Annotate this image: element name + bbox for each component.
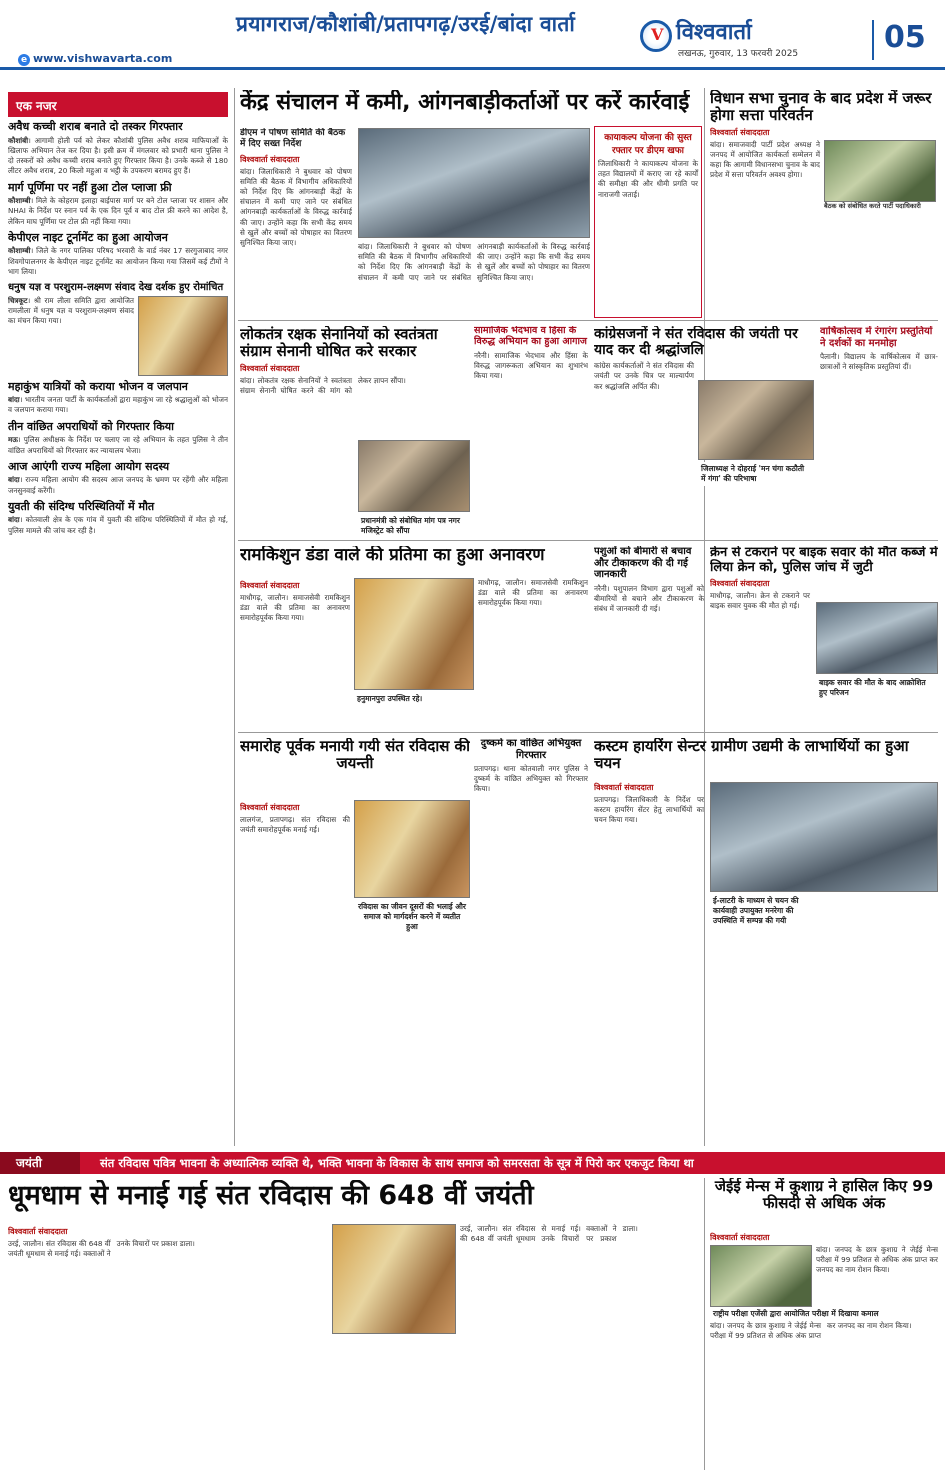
byline: विश्ववार्ता संवाददाता <box>8 1227 68 1236</box>
satta-caption: बैठक को संबोधित करते पार्टी पदाधिकारी <box>824 201 921 210</box>
satta-headline: विधान सभा चुनाव के बाद प्रदेश में जरूर होगा सत्ता परिवर्तन <box>710 90 932 125</box>
custom-hiring-headline: कस्टम हायरिंग सेन्टर ग्रामीण उद्यमी के लाभार्थियों का हुआ चयन <box>594 738 909 773</box>
pashu-text: नरैनी। पशुपालन विभाग द्वारा पशुओं को बीमारियों से बचाने और टीकाकरण के संबंध में जानकारी दी गई। <box>594 583 704 613</box>
ramkishun-caption: हनुमानपुरा उपस्थित रहे। <box>354 692 474 706</box>
brief-item: केपीएल नाइट टूर्नामेंट का हुआ आयोजन कौशाम्बी। जिले के नगर पालिका परिषद भरवारी के वार्ड नंबर 17 सरगुजाबाद नगर शिवगोपालनगर के केपीएल नाइट टूर्नामेंट का आयोजन किया गया जिसमें कई टीमों ने भाग लिया। <box>8 230 228 276</box>
kayakalp-box <box>594 126 702 318</box>
brief-item: आज आएंगी राज्य महिला आयोग सदस्य बांदा। राज्य महिला आयोग की सदस्य आज जनपद के भ्रमण पर रहेंगी और महिला जनसुनवाई करेंगी। <box>8 459 228 495</box>
page-number: 05 <box>872 20 932 60</box>
brief-item: अवैध कच्ची शराब बनाते दो तस्कर गिरफ्तार कौशांबी। आगामी होली पर्व को लेकर कौशांबी पुलिस अवैध शराब माफियाओं के खिलाफ अभियान तेज कर दिया है। इसी क्रम में मंगलवार को प्रभारी थाना पुलिस ने दो तस्करों को अवैध कच्ची शराब बनाते हुए गिरफ्तार किया है। उनके कब्जे से 180 लीटर अवैध शराब, 20 किलो महुआ व भट्ठी के उपकरण बरामद हुए हैं। <box>8 120 228 176</box>
edition-title: प्रयागराज/कौशांबी/प्रतापगढ़/उरई/बांदा वार्ता <box>236 12 576 36</box>
congress-text: कांग्रेस कार्यकर्ताओं ने संत रविदास की जयंती पर उनके चित्र पर माल्यार्पण कर श्रद्धांजलि अर्पित की। <box>594 361 694 391</box>
top-story-headline-box <box>240 90 700 122</box>
ramkishun-headline: रामकिशुन डंडा वाले की प्रतिमा का हुआ अनावरण <box>240 546 545 565</box>
column-divider <box>234 88 235 1146</box>
brief-item: धनुष यज्ञ व परशुराम-लक्ष्मण संवाद देख दर्शक हुए रोमांचित चित्रकूट। श्री राम लीला समिति द्वारा आयोजित रामलीला में धनुष यज्ञ व परशुराम-लक्ष्मण संवाद का मंचन किया गया। <box>8 282 228 376</box>
top-story-subhead: डीएम ने पोषण समिति की बैठक में दिए सख्त निर्देश <box>240 128 346 149</box>
site-url-text[interactable]: www.vishwavarta.com <box>33 52 173 65</box>
brief-headline: महाकुंभ यात्रियों को कराया भोजन व जलपान <box>8 379 188 393</box>
social-headline: सामाजिक भेदभाव व हिंसा के विरुद्ध अभियान का हुआ आगाज <box>474 326 587 347</box>
jayanti-band-text: संत रविदास पवित्र भावना के अध्यात्मिक व्यक्ति थे, भक्ति भावना के विकास के साथ समाज को समरसता के सूत्र में पिरो कर एकजुट किया था <box>100 1156 694 1170</box>
jayanti-tag: जयंती <box>0 1152 80 1174</box>
brief-lead: चित्रकूट <box>8 295 28 305</box>
brief-text: राज्य महिला आयोग की सदस्य आज जनपद के भ्रमण पर रहेंगी और महिला जनसुनवाई करेंगी। <box>8 475 228 495</box>
brief-headline: धनुष यज्ञ व परशुराम-लक्ष्मण संवाद देख दर्शक हुए रोमांचित <box>8 282 224 294</box>
custom-hiring-headline-box <box>594 738 938 778</box>
top-story-headline: केंद्र संचालन में कमी, आंगनबाड़ीकर्ताओं पर करें कार्रवाई <box>240 90 690 115</box>
brief-text: जिले के नगर पालिका परिषद भरवारी के वार्ड नंबर 17 सरगुजाबाद नगर शिवगोपालनगर के केपीएल नाइट टूर्नामेंट का आयोजन किया गया जिसमें कई टीमों ने भाग लिया। <box>8 246 228 276</box>
samaroh-text: लालगंज, प्रतापगढ़। संत रविदास की जयंती समारोहपूर्वक मनाई गई। <box>240 815 350 835</box>
brief-text: भारतीय जनता पार्टी के कार्यकर्ताओं द्वारा महाकुंभ जा रहे श्रद्धालुओं को भोजन व जलपान कराया गया। <box>8 395 228 415</box>
jayanti-headline-box <box>8 1180 698 1220</box>
jee-continued: बांदा। जनपद के छात्र कुशाग्र ने जेईई मेन्स परीक्षा में 99 प्रतिशत से अधिक अंक प्राप्त कर जनपद का नाम रोशन किया। <box>710 1321 912 1341</box>
issue-date: लखनऊ, गुरुवार, 13 फरवरी 2025 <box>678 49 799 59</box>
satta-photo <box>824 140 936 202</box>
brief-lead: मऊ <box>8 435 18 445</box>
jayanti-photo <box>332 1224 456 1334</box>
freedom-text: बांदा। लोकतंत्र रक्षक सेनानियों ने स्वतंत्रता संग्राम सेनानी घोषित करने की मांग को लेकर ज्ञापन सौंपा। <box>240 375 406 395</box>
ramkishun-text-box <box>240 578 350 728</box>
ramkishun-continued: माधौगढ़, जालौन। समाजसेवी रामकिशुन डंडा वाले की प्रतिमा का अनावरण समारोहपूर्वक किया गया। <box>478 578 588 608</box>
brief-lead: बांदा <box>8 475 20 485</box>
ek-nazar-column <box>8 92 228 1144</box>
brief-item: युवती की संदिग्ध परिस्थितियों में मौत बांदा। कोतवाली क्षेत्र के एक गांव में युवती की संदिग्ध परिस्थितियों में मौत हो गई, पुलिस मामले की जांच कर रही है। <box>8 499 228 535</box>
samaroh-text-box <box>240 800 350 1140</box>
crane-text: माधौगढ़, जालौन। क्रेन से टकराने पर बाइक सवार युवक की मौत हो गई। <box>710 590 810 611</box>
jee-story <box>710 1230 938 1470</box>
brief-item: महाकुंभ यात्रियों को कराया भोजन व जलपान बांदा। भारतीय जनता पार्टी के कार्यकर्ताओं द्वारा महाकुंभ जा रहे श्रद्धालुओं को भोजन व जलपान कराया गया। <box>8 379 228 415</box>
dushkarm-text: प्रतापगढ़। थाना कोतवाली नगर पुलिस ने दुष्कर्म के वांछित अभियुक्त को गिरफ्तार किया। <box>474 764 588 794</box>
byline: विश्ववार्ता संवाददाता <box>710 127 770 137</box>
freedom-headline: लोकतंत्र रक्षक सेनानियों को स्वतंत्रता संग्राम सेनानी घोषित करे सरकार <box>240 326 438 361</box>
crane-headline: क्रेन से टकराने पर बाइक सवार की मौत कब्जे में लिया क्रेन को, पुलिस जांच में जुटी <box>710 546 938 575</box>
freedom-caption: प्रधानमंत्री को संबोधित मांग पत्र नगर मजिस्ट्रेट को सौंपा <box>358 514 470 538</box>
section-divider <box>238 732 938 733</box>
samaroh-headline-box <box>240 738 470 798</box>
varshik-headline: वार्षिकोत्सव में रंगारंग प्रस्तुतियों ने दर्शकों का मनमोहा <box>820 326 933 349</box>
jee-caption: राष्ट्रीय परीक्षा एजेंसी द्वारा आयोजित परीक्षा में दिखाया कमाल <box>710 1307 938 1321</box>
browser-icon: e <box>18 54 30 66</box>
brief-headline: अवैध कच्ची शराब बनाते दो तस्कर गिरफ्तार <box>8 120 183 133</box>
congress-headline: कांग्रेसजनों ने संत रविदास की जयंती पर याद कर दी श्रद्धांजलि <box>594 326 798 359</box>
crane-caption: बाइक सवार की मौत के बाद आक्रोशित हुए परिजन <box>816 676 938 700</box>
freedom-photo <box>358 440 470 512</box>
jee-headline: जेईई मेन्स में कुशाग्र ने हासिल किए 99 फीसदी से अधिक अंक <box>714 1178 934 1213</box>
jayanti-text: उरई, जालौन। संत रविदास की 648 वीं जयंती धूमधाम से मनाई गई। वक्ताओं ने उनके विचारों पर प्रकाश डाला। <box>8 1239 195 1259</box>
jee-student-photo <box>710 1245 812 1307</box>
meeting-photo <box>358 128 590 238</box>
ramleela-photo <box>138 296 228 376</box>
brief-lead: बांदा <box>8 515 20 525</box>
ramkishun-text: माधौगढ़, जालौन। समाजसेवी रामकिशुन डंडा वाले की प्रतिमा का अनावरण समारोहपूर्वक किया गया। <box>240 593 350 623</box>
brief-item: मार्ग पूर्णिमा पर नहीं हुआ टोल प्लाजा फ्री कौशाम्बी। मिले के कोहराम इलाहा बाईपास मार्ग पर बने टोल प्लाजा पर शासन और NHAI के निर्देश पर स्नान पर्व के एक दिन पूर्व व बाद टोल फ्री करने का आदेश है, लेकिन माघ पूर्णिमा पर टोल फ्री नहीं किया गया। <box>8 180 228 226</box>
top-story-continued: बांदा। जिलाधिकारी ने बुधवार को पोषण समिति की बैठक में विभागीय अधिकारियों को निर्देश दिए कि आंगनबाड़ी केंद्रों के संचालन में कमी पाए जाने पर संबंधित आंगनबाड़ी कार्यकर्ताओं के विरुद्ध कार्रवाई की जाए। उन्होंने कहा कि सभी केंद्र समय से खुलें और बच्चों को पोषाहार का वितरण सुनिश्चित किया जाए। <box>358 242 590 282</box>
brief-headline: केपीएल नाइट टूर्नामेंट का हुआ आयोजन <box>8 230 168 244</box>
pashu-story <box>594 546 704 728</box>
byline: विश्ववार्ता संवाददाता <box>710 578 770 588</box>
varshik-text: पैलानी। विद्यालय के वार्षिकोत्सव में छात्र-छात्राओं ने सांस्कृतिक प्रस्तुतियां दीं। <box>820 352 938 372</box>
byline: विश्ववार्ता संवाददाता <box>240 154 300 164</box>
column-divider <box>704 1178 705 1470</box>
brief-item: तीन वांछित अपराधियों को गिरफ्तार किया मऊ। पुलिस अधीक्षक के निर्देश पर चलाए जा रहे अभियान के तहत पुलिस ने तीन वांछित अपराधियों को गिरफ्तार कर न्यायालय भेजा। <box>8 419 228 455</box>
social-text: नरैनी। सामाजिक भेदभाव और हिंसा के विरुद्ध जागरूकता अभियान का शुभारंभ किया गया। <box>474 350 588 381</box>
samaroh-photo <box>354 800 470 898</box>
brief-headline: तीन वांछित अपराधियों को गिरफ्तार किया <box>8 419 174 433</box>
brief-text: श्री राम लीला समिति द्वारा आयोजित रामलीला में धनुष यज्ञ व परशुराम-लक्ष्मण संवाद का मंचन किया गया। <box>8 295 134 326</box>
brief-lead: कौशाम्बी <box>8 196 31 206</box>
brief-lead: कौशाम्बी <box>8 246 31 256</box>
byline: विश्ववार्ता संवाददाता <box>240 803 300 812</box>
jayanti-continued: उरई, जालौन। संत रविदास की 648 वीं जयंती धूमधाम से मनाई गई। वक्ताओं ने उनके विचारों पर प्रकाश डाला। <box>460 1224 638 1244</box>
jee-text: बांदा। जनपद के छात्र कुशाग्र ने जेईई मेन्स परीक्षा में 99 प्रतिशत से अधिक अंक प्राप्त कर जनपद का नाम रोशन किया। <box>816 1245 938 1275</box>
satta-text: बांदा। समाजवादी पार्टी प्रदेश अध्यक्ष ने जनपद में आयोजित कार्यकर्ता सम्मेलन में कहा कि आगामी विधानसभा चुनाव के बाद प्रदेश में सत्ता परिवर्तन अवश्य होगा। <box>710 139 820 180</box>
brief-text: पुलिस अधीक्षक के निर्देश पर चलाए जा रहे अभियान के तहत पुलिस ने तीन वांछित अपराधियों को गिरफ्तार कर न्यायालय भेजा। <box>8 435 228 455</box>
jayanti-headline: धूमधाम से मनाई गई संत रविदास की 648 वीं जयंती <box>8 1180 534 1211</box>
column-divider <box>704 88 705 1146</box>
masthead <box>0 0 945 70</box>
brief-headline: आज आएंगी राज्य महिला आयोग सदस्य <box>8 459 170 473</box>
custom-hiring-photo <box>710 782 938 892</box>
samaroh-headline: समारोह पूर्वक मनायी गयी संत रविदास की जयन्ती <box>240 738 470 773</box>
pashu-headline: पशुओं को बीमारी से बचाव और टीकाकरण की दी गई जानकारी <box>594 546 692 580</box>
site-url[interactable] <box>18 52 172 66</box>
custom-hiring-caption: ई-लाटरी के माध्यम से चयन की कार्यवाही उपायुक्त मनरेगा की उपस्थिति में सम्पन्न की गयी <box>710 894 820 928</box>
brief-lead: कौशांबी <box>8 135 29 145</box>
byline: विश्ववार्ता संवाददाता <box>594 783 654 792</box>
samaroh-caption: रविदास का जीवन दूसरों की भलाई और समाज को मार्गदर्शन करने में व्यतीत हुआ <box>354 900 470 934</box>
varshik-story <box>820 326 938 536</box>
kayakalp-headline: कायाकल्प योजना की सुस्त रफ्तार पर डीएम खफा <box>604 133 692 156</box>
jayanti-text-box <box>8 1224 328 1470</box>
brief-text: कोतवाली क्षेत्र के एक गांव में युवती की संदिग्ध परिस्थितियों में मौत हो गई, पुलिस मामले की जांच कर रही है। <box>8 515 228 535</box>
satta-story <box>710 90 938 314</box>
section-divider <box>238 540 938 541</box>
brief-headline: मार्ग पूर्णिमा पर नहीं हुआ टोल प्लाजा फ्री <box>8 180 172 194</box>
dushkarm-headline: दुष्कर्म का वांछित अभियुक्त गिरफ्तार <box>480 738 582 761</box>
social-story <box>474 326 588 536</box>
brief-headline: युवती की संदिग्ध परिस्थितियों में मौत <box>8 499 155 513</box>
byline: विश्ववार्ता संवाददाता <box>240 581 300 590</box>
statue-photo <box>354 578 474 690</box>
jee-headline-box <box>710 1178 938 1228</box>
brief-text: मिले के कोहराम इलाहा बाईपास मार्ग पर बने टोल प्लाजा पर शासन और NHAI के निर्देश पर स्नान पर्व के एक दिन पूर्व व बाद टोल फ्री करने का आदेश है, लेकिन माघ पूर्णिमा पर टोल फ्री नहीं किया गया। <box>8 196 228 226</box>
top-story-text: बांदा। जिलाधिकारी ने बुधवार को पोषण समिति की बैठक में विभागीय अधिकारियों को निर्देश दिए कि आंगनबाड़ी केंद्रों के संचालन में कमी पाए जाने पर संबंधित आंगनबाड़ी कार्यकर्ताओं के विरुद्ध कार्रवाई की जाए। उन्होंने कहा कि सभी केंद्र समय से खुलें और बच्चों को पोषाहार का वितरण सुनिश्चित किया जाए। <box>240 166 352 248</box>
brand-name: विश्ववार्ता <box>676 20 752 45</box>
custom-hiring-text: प्रतापगढ़। जिलाधिकारी के निर्देश पर कस्टम हायरिंग सेंटर हेतु लाभार्थियों का चयन किया गया। <box>594 795 704 825</box>
ramkishun-headline-box <box>240 546 590 576</box>
brief-lead: बांदा <box>8 395 20 405</box>
byline: विश्ववार्ता संवाददाता <box>710 1233 770 1242</box>
congress-photo <box>698 380 814 460</box>
kayakalp-text: जिलाधिकारी ने कायाकल्प योजना के तहत विद्यालयों में कराए जा रहे कार्यों की समीक्षा की और धीमी प्रगति पर नाराजगी जताई। <box>598 159 698 199</box>
jayanti-band <box>0 1152 945 1174</box>
crane-photo <box>816 602 938 674</box>
brief-text: आगामी होली पर्व को लेकर कौशांबी पुलिस अवैध शराब माफियाओं के खिलाफ अभियान तेज कर दिया है। इसी क्रम में मंगलवार को प्रभारी थाना पुलिस ने दो तस्करों को अवैध कच्ची शराब बनाते हुए गिरफ्तार किया है। उनके कब्जे से 180 लीटर अवैध शराब, 20 किलो महुआ व भट्ठी के उपकरण बरामद हुए हैं। <box>8 135 228 176</box>
top-story-intro <box>240 128 352 318</box>
congress-caption: जिलाध्यक्ष ने दोहराई 'मन चंगा कठौती में गंगा' की परिभाषा <box>698 462 814 486</box>
ek-nazar-tag: एक नजर <box>16 99 57 113</box>
dushkarm-story <box>474 738 588 1138</box>
section-divider <box>238 320 938 321</box>
byline: विश्ववार्ता संवाददाता <box>240 363 300 373</box>
brand-logo-icon <box>640 20 672 52</box>
custom-hiring-text-box <box>594 780 704 1140</box>
